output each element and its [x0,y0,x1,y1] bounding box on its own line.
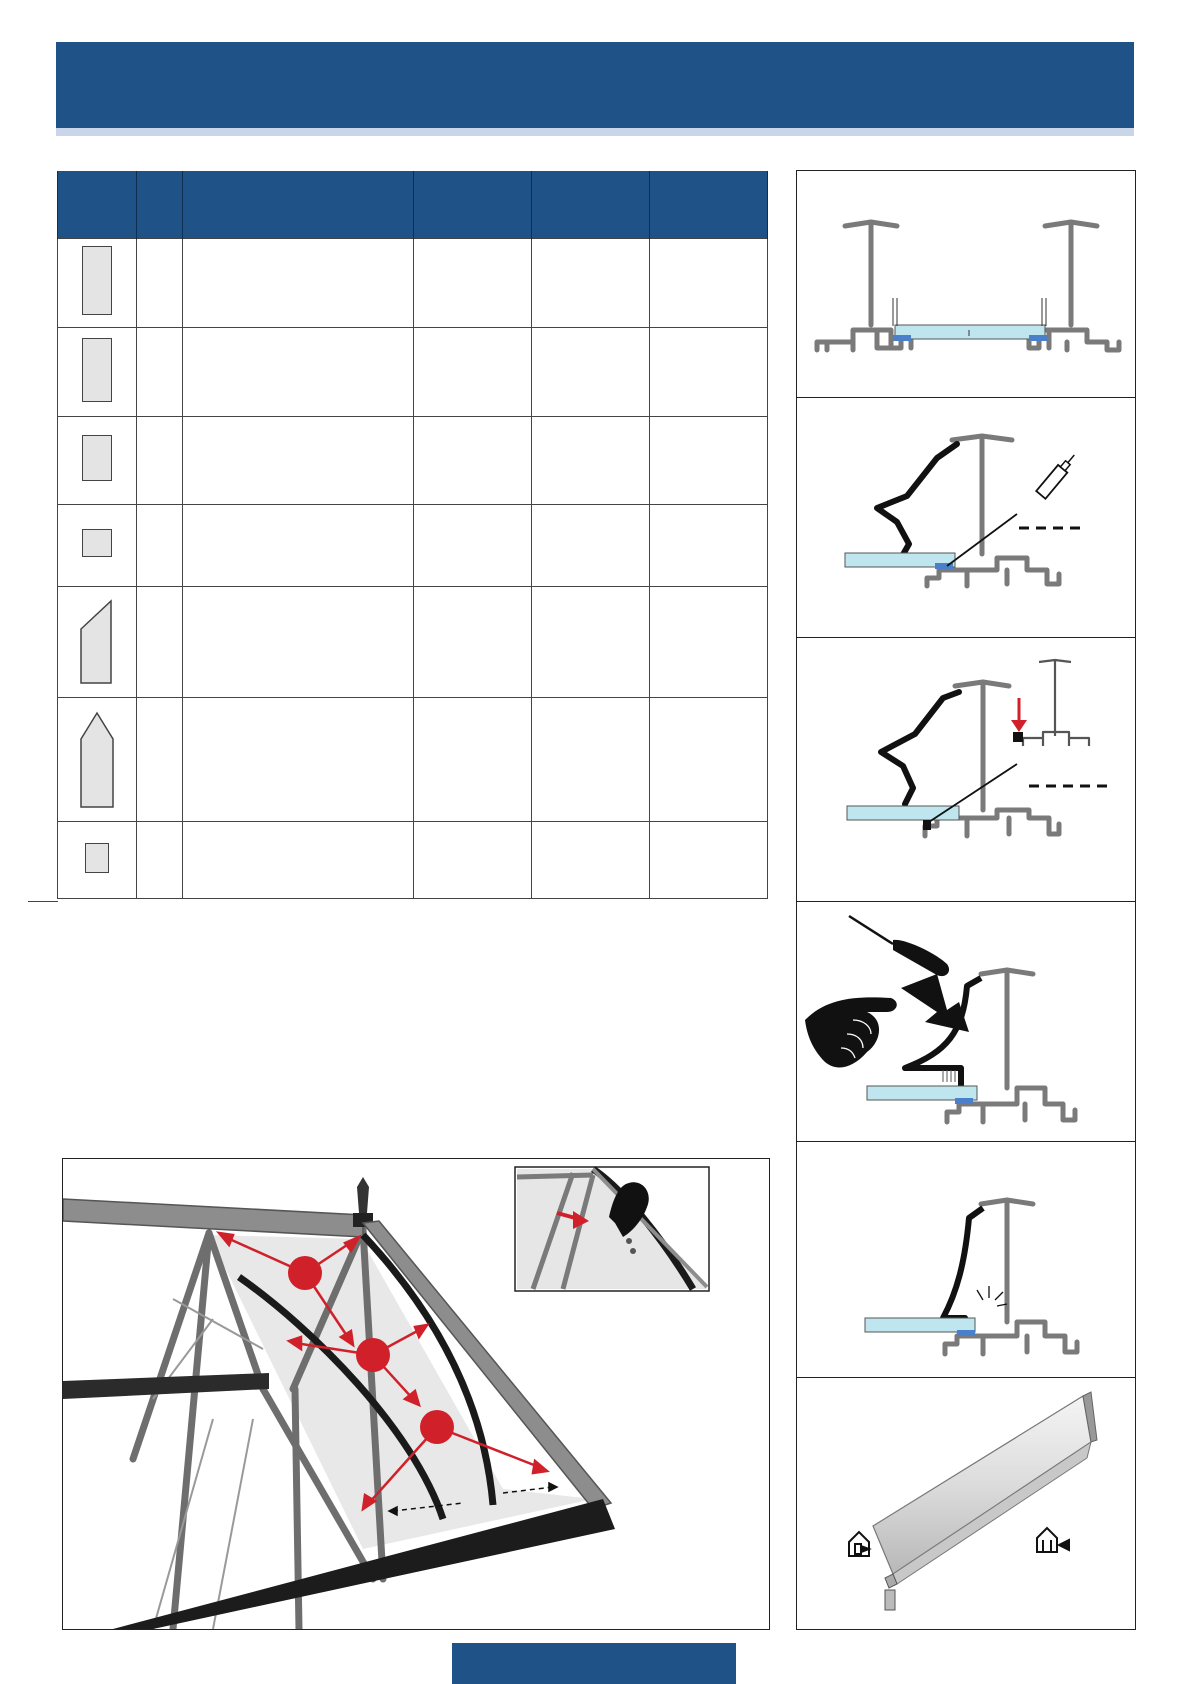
small-rect-icon [82,529,112,557]
glazing-strip-press-with-screwdriver [797,901,1135,1142]
header-cell [58,171,137,239]
table-cell [532,328,650,417]
shape-cell [58,328,137,417]
table-cell [414,505,532,587]
table-cell [183,239,414,328]
table-cell [414,239,532,328]
glazing-strip-with-sealant-tube [797,397,1135,638]
glazing-strip-profile [797,1377,1135,1630]
header-underline [56,128,1134,136]
tall-rect-icon [82,338,112,402]
table-cell [183,328,414,417]
glazing-strip-clip-insert [797,637,1135,902]
table-cell [183,505,414,587]
table-cell [532,698,650,822]
table-cell [650,505,768,587]
table-cell [532,505,650,587]
table-cell [650,239,768,328]
table-cell [532,822,650,899]
table-row [58,698,768,822]
table-cell [650,587,768,698]
header-cell [137,171,183,239]
table-cell [183,587,414,698]
header-bar [56,42,1134,128]
table-header-row [58,171,768,239]
table-cell [532,239,650,328]
table-cell [183,822,414,899]
table-cell [137,698,183,822]
inset-detail [515,1167,709,1291]
shape-cell [58,417,137,505]
medium-rect-icon [82,435,112,481]
table-row [58,328,768,417]
table-cell [414,822,532,899]
tall-rect-icon [82,246,112,315]
detail-panel-stack [796,170,1136,1630]
footer-bar [452,1643,736,1684]
table-cell [650,328,768,417]
shape-cell [58,239,137,328]
table-cell [137,328,183,417]
table-cell [414,417,532,505]
table-cell [414,587,532,698]
table-row [58,505,768,587]
table-cell [183,698,414,822]
table-cell [137,505,183,587]
table-cell [137,587,183,698]
outside-marker-icon [1037,1528,1069,1552]
table-row [58,587,768,698]
table-cell [532,587,650,698]
table-row [58,417,768,505]
header-cell [650,171,768,239]
table-cell [137,239,183,328]
shape-cell [58,587,137,698]
header-cell [183,171,414,239]
angled-pane-icon [79,599,115,685]
inside-marker-icon [849,1532,869,1556]
glazing-strip-seated [797,1141,1135,1378]
shape-cell [58,505,137,587]
parts-table [57,171,767,899]
table-cell [414,328,532,417]
table-row [58,822,768,899]
table-cell [183,417,414,505]
table-cell [650,417,768,505]
table-cell [414,698,532,822]
gable-pane-icon [79,711,115,809]
divider [28,901,58,902]
table-row [58,239,768,328]
shape-cell [58,822,137,899]
table-cell [137,417,183,505]
shape-cell [58,698,137,822]
header-cell [532,171,650,239]
header-cell [414,171,532,239]
glazing-bar-cross-section [797,170,1135,396]
tiny-square-icon [85,843,109,873]
table-cell [650,822,768,899]
table-cell [650,698,768,822]
table-cell [137,822,183,899]
greenhouse-roof-illustration [62,1158,770,1630]
table-cell [532,417,650,505]
